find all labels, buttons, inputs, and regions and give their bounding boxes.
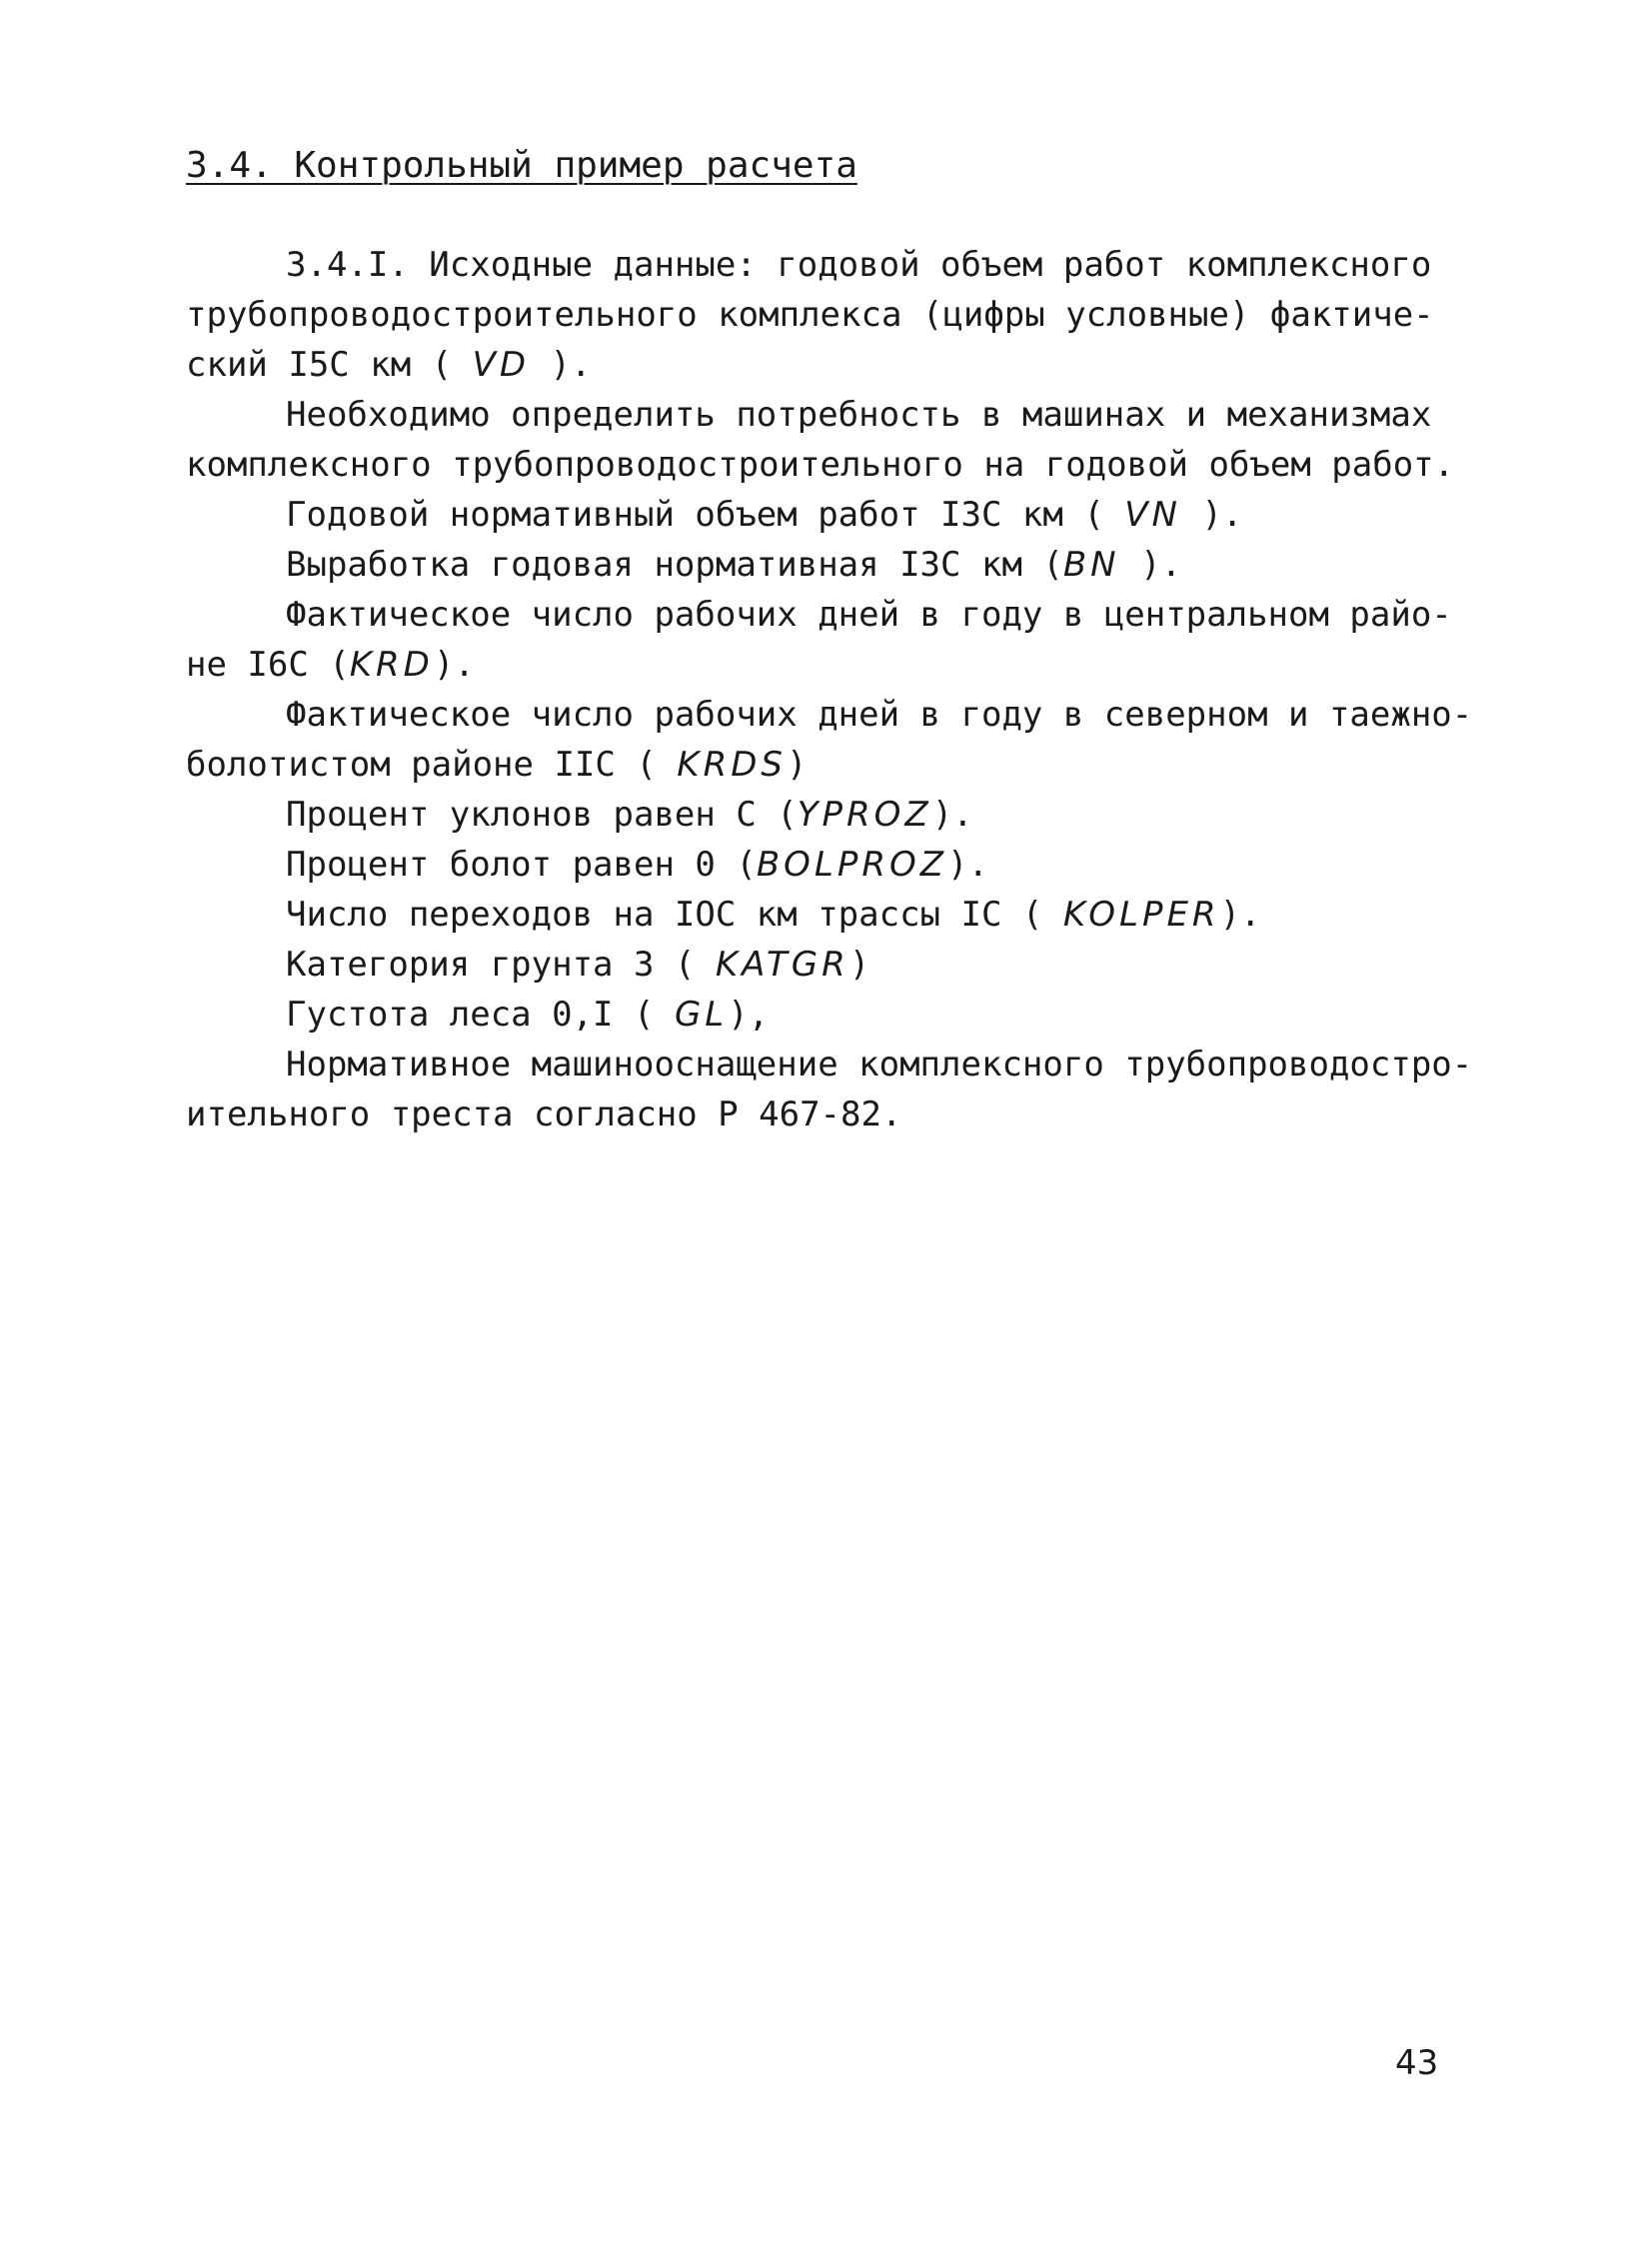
paragraph-2-line-2: комплексного трубопроводостроительного на годовой объем работ. (186, 445, 1455, 485)
line-text: ). (1219, 895, 1261, 935)
paragraph-9-line-1 (186, 890, 1485, 940)
line-text: ) (848, 945, 870, 985)
variable-code: KRD (349, 645, 434, 685)
line-text: ). (433, 645, 475, 685)
paragraph-3-line-1 (186, 490, 1485, 540)
line-text: ). (1119, 545, 1182, 585)
paragraph-7-line-1 (186, 790, 1485, 840)
line-text: ), (728, 995, 770, 1035)
line-text: Годовой нормативный объем работ I3C км ( (286, 495, 1125, 535)
line-text: не I6C ( (186, 645, 350, 685)
line-text: ). (530, 345, 592, 385)
line-text: ский I5C км ( (186, 345, 473, 385)
line-text: ). (1180, 495, 1243, 535)
paragraph-1-line-2: трубопроводостроительного комплекса (цифры условные) фактиче- (186, 295, 1434, 335)
variable-code: GL (674, 995, 729, 1035)
line-text: болотистом районе IIC ( (186, 745, 678, 785)
line-text: Процент уклонов равен C ( (286, 795, 798, 835)
variable-code: VN (1124, 495, 1181, 535)
line-text: ). (947, 845, 988, 885)
paragraph-5-line-2 (186, 640, 1485, 690)
paragraph-4-line-1 (186, 540, 1485, 590)
variable-code: VD (472, 345, 531, 385)
line-text: Число переходов на IOC км трассы IC ( (286, 895, 1063, 935)
paragraph-6-line-2 (186, 740, 1485, 790)
variable-code: BN (1062, 545, 1120, 585)
variable-code: YPROZ (797, 795, 932, 835)
line-text: ) (786, 745, 808, 785)
paragraph-1-line-3 (186, 340, 1485, 390)
page-number: 43 (1395, 2043, 1439, 2083)
line-text: Процент болот равен 0 ( (286, 845, 757, 885)
paragraph-5-line-1: Фактическое число рабочих дней в году в центральном райо- (286, 595, 1452, 635)
line-text: Выработка годовая нормативная I3C км ( (286, 545, 1063, 585)
line-text: Категория грунта 3 ( (286, 945, 716, 985)
paragraph-10-line-1 (186, 940, 1485, 990)
paragraph-12-line-2: ительного треста согласно Р 467-82. (186, 1095, 902, 1134)
paragraph-6-line-1: Фактическое число рабочих дней в году в северном и таежно- (286, 695, 1473, 735)
paragraph-12-line-1: Нормативное машинооснащение комплексного трубопроводостро- (286, 1045, 1473, 1085)
variable-code: KATGR (715, 945, 849, 985)
variable-code: KRDS (677, 745, 787, 785)
paragraph-1-line-1: 3.4.I. Исходные данные: годовой объем работ комплексного (286, 245, 1432, 285)
paragraph-8-line-1 (186, 840, 1485, 890)
variable-code: KOLPER (1062, 895, 1220, 935)
paragraph-2-line-1: Необходимо определить потребность в машинах и механизмах (286, 395, 1432, 435)
line-text: ). (931, 795, 973, 835)
document-body (186, 240, 1485, 1139)
line-text: Густота леса 0,I ( (286, 995, 675, 1035)
variable-code: BOLPROZ (756, 845, 948, 885)
paragraph-11-line-1 (186, 990, 1485, 1040)
section-heading: 3.4. Контрольный пример расчета (186, 145, 857, 186)
